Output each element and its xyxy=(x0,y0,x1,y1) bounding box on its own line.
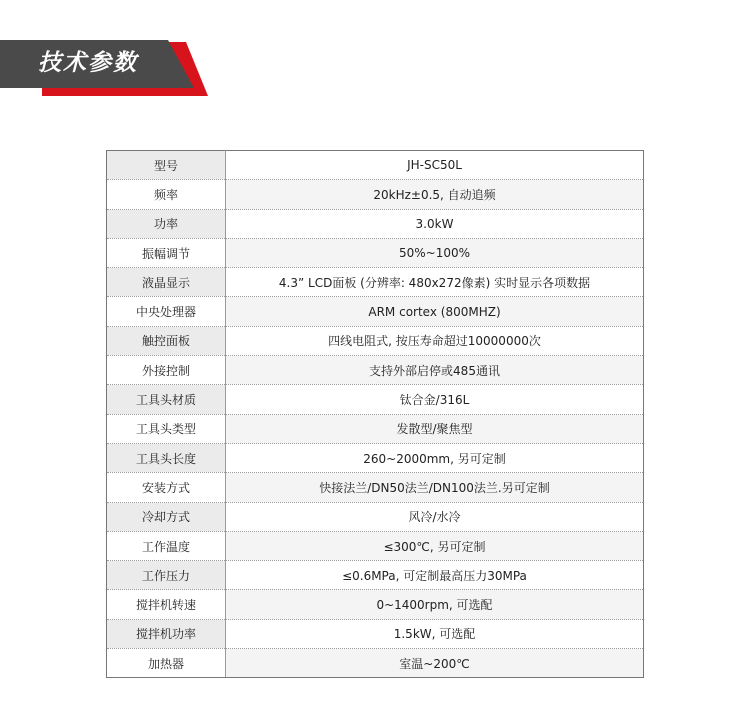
spec-label: 工具头长度 xyxy=(107,443,226,472)
table-row xyxy=(107,238,644,267)
spec-value: 20kHz±0.5, 自动追频 xyxy=(226,180,644,209)
spec-label: 搅拌机功率 xyxy=(107,619,226,648)
spec-value: 260~2000mm, 另可定制 xyxy=(226,443,644,472)
spec-label: 型号 xyxy=(107,151,226,180)
spec-label: 外接控制 xyxy=(107,356,226,385)
spec-value: 室温~200℃ xyxy=(226,649,644,678)
spec-value: 50%~100% xyxy=(226,238,644,267)
spec-label: 工具头类型 xyxy=(107,414,226,443)
spec-label: 触控面板 xyxy=(107,326,226,355)
spec-value: ≤300℃, 另可定制 xyxy=(226,531,644,560)
spec-label: 搅拌机转速 xyxy=(107,590,226,619)
spec-label: 工具头材质 xyxy=(107,385,226,414)
section-title: 技术参数 xyxy=(38,50,138,76)
table-row xyxy=(107,619,644,648)
table-row xyxy=(107,356,644,385)
spec-label: 加热器 xyxy=(107,649,226,678)
table-row xyxy=(107,326,644,355)
spec-label: 频率 xyxy=(107,180,226,209)
spec-value: 3.0kW xyxy=(226,209,644,238)
spec-label: 工作温度 xyxy=(107,531,226,560)
table-row xyxy=(107,561,644,590)
spec-table-body xyxy=(107,151,644,678)
table-row xyxy=(107,180,644,209)
table-row xyxy=(107,649,644,678)
table-row xyxy=(107,151,644,180)
table-row xyxy=(107,268,644,297)
spec-value: 快接法兰/DN50法兰/DN100法兰.另可定制 xyxy=(226,473,644,502)
spec-label: 冷却方式 xyxy=(107,502,226,531)
table-row xyxy=(107,531,644,560)
spec-value: 发散型/聚焦型 xyxy=(226,414,644,443)
spec-label: 振幅调节 xyxy=(107,238,226,267)
table-row xyxy=(107,414,644,443)
table-row xyxy=(107,443,644,472)
table-row xyxy=(107,502,644,531)
spec-label: 液晶显示 xyxy=(107,268,226,297)
spec-table xyxy=(106,150,644,678)
spec-label: 安装方式 xyxy=(107,473,226,502)
spec-value: ≤0.6MPa, 可定制最高压力30MPa xyxy=(226,561,644,590)
spec-value: 风冷/水冷 xyxy=(226,502,644,531)
spec-value: 四线电阻式, 按压寿命超过10000000次 xyxy=(226,326,644,355)
table-row xyxy=(107,297,644,326)
table-row xyxy=(107,473,644,502)
spec-value: 支持外部启停或485通讯 xyxy=(226,356,644,385)
spec-label: 中央处理器 xyxy=(107,297,226,326)
spec-value: 1.5kW, 可选配 xyxy=(226,619,644,648)
table-row xyxy=(107,590,644,619)
table-row xyxy=(107,385,644,414)
section-banner xyxy=(0,0,210,100)
spec-value: ARM cortex (800MHZ) xyxy=(226,297,644,326)
spec-label: 功率 xyxy=(107,209,226,238)
table-row xyxy=(107,209,644,238)
spec-value: 4.3” LCD面板 (分辨率: 480x272像素) 实时显示各项数据 xyxy=(226,268,644,297)
spec-value: JH-SC50L xyxy=(226,151,644,180)
spec-value: 钛合金/316L xyxy=(226,385,644,414)
spec-label: 工作压力 xyxy=(107,561,226,590)
spec-value: 0~1400rpm, 可选配 xyxy=(226,590,644,619)
